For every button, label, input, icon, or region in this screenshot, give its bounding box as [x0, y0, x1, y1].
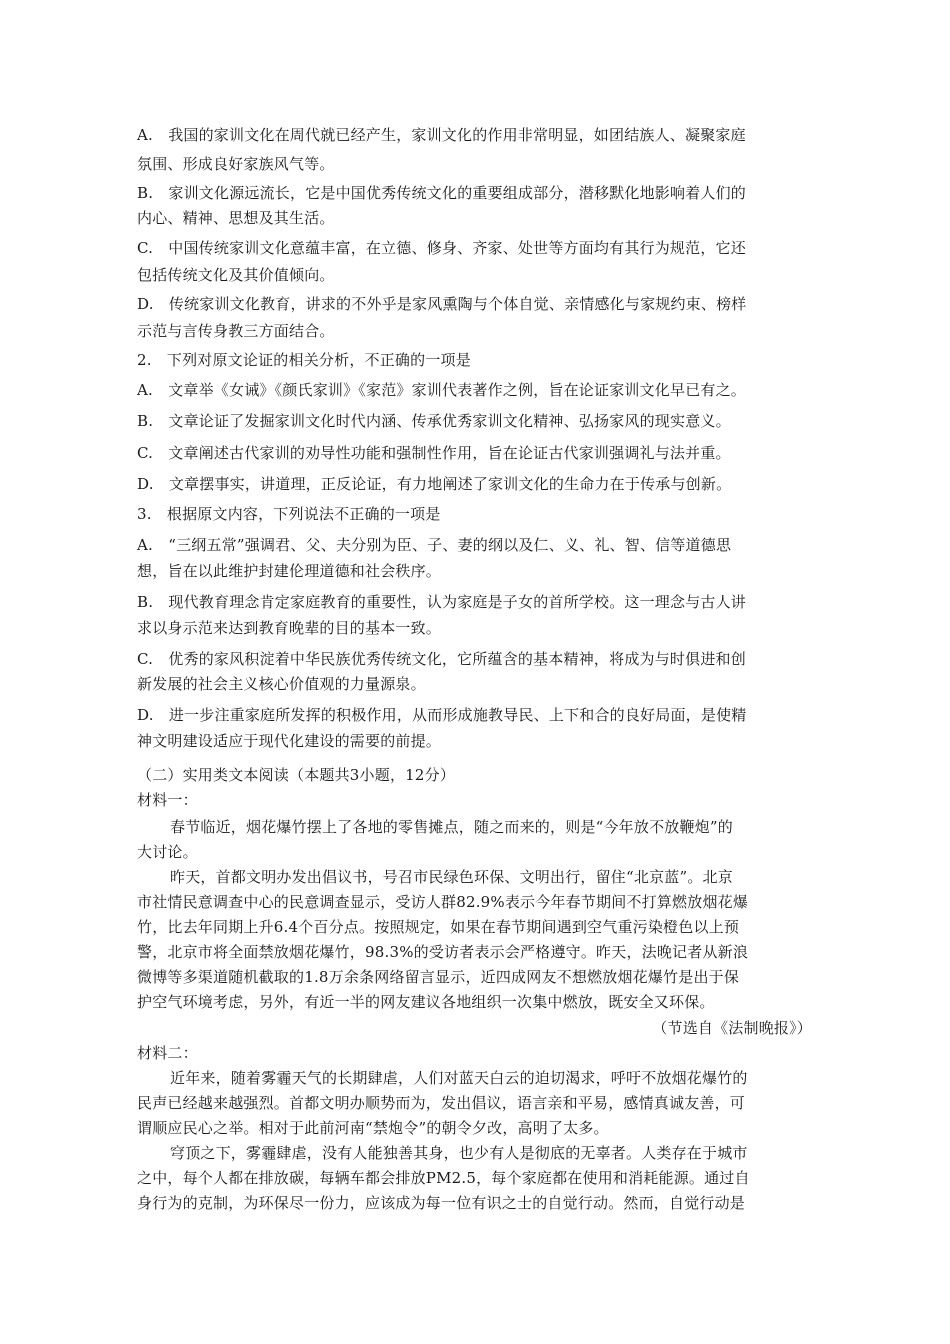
paragraph-line: 竹，比去年同期上升6.4个百分点。按照规定，如果在春节期间遇到空气重污染橙色以上预 [137, 918, 740, 936]
q3-option-b-line-2: 求以身示范来达到教育晚辈的目的基本一致。 [137, 619, 442, 637]
q2-option-c: C. 文章阐述古代家训的劝导性功能和强制性作用，旨在论证古代家训强调礼与法并重。 [137, 444, 731, 462]
option-a-line-2: 氛围、形成良好家族风气等。 [137, 155, 335, 173]
paragraph-line: 民声已经越来越强烈。首都文明办顺势而为，发出倡议，语言亲和平易，感情真诚友善，可 [137, 1094, 746, 1112]
paragraph-line: 近年来，随着雾霾天气的长期肆虐，人们对蓝天白云的迫切渴求，呼吁不放烟花爆竹的 [170, 1069, 748, 1087]
paragraph-line: 微博等多渠道随机截取的1.8万余条网络留言显示，近四成网友不想燃放烟花爆竹是出于保 [137, 968, 740, 986]
paragraph-line: 市社情民意调查中心的民意调查显示，受访人群82.9%表示今年春节期间不打算燃放烟花爆 [137, 893, 749, 911]
paragraph-line: 春节临近，烟花爆竹摆上了各地的零售摊点，随之而来的，则是“今年放不放鞭炮”的 [170, 818, 733, 836]
question-2: 2. 下列对原文论证的相关分析，不正确的一项是 [137, 351, 471, 369]
option-a-line-1: A. 我国的家训文化在周代就已经产生，家训文化的作用非常明显，如团结族人、凝聚家庭 [137, 126, 746, 144]
material-two-label: 材料二： [137, 1044, 198, 1062]
q3-option-d-line-1: D. 进一步注重家庭所发挥的积极作用，从而形成施教导民、上下和合的良好局面，是使精 [137, 706, 747, 724]
q3-option-c-line-1: C. 优秀的家风积淀着中华民族优秀传统文化，它所蕴含的基本精神，将成为与时俱进和创 [137, 650, 746, 668]
paragraph-line: 之中，每个人都在排放碳，每辆车都会排放PM2.5，每个家庭都在使用和消耗能源。通过自 [137, 1169, 750, 1187]
paragraph-line: 大讨论。 [137, 843, 198, 861]
option-d-line-1: D. 传统家训文化教育，讲求的不外乎是家风熏陶与个体自觉、亲情感化与家规约束、榜样 [137, 295, 747, 313]
material-one-label: 材料一： [137, 791, 198, 809]
paragraph-line: 穹顶之下，雾霾肆虐，没有人能独善其身，也少有人是彻底的无辜者。人类存在于城市 [170, 1144, 748, 1162]
q2-option-a: A. 文章举《女诫》《颜氏家训》《家范》家训代表著作之例，旨在论证家训文化早已有之。 [137, 381, 747, 399]
q2-option-d: D. 文章摆事实，讲道理，正反论证，有力地阐述了家训文化的生命力在于传承与创新。 [137, 475, 732, 493]
q3-option-c-line-2: 新发展的社会主义核心价值观的力量源泉。 [137, 675, 426, 693]
q2-option-b: B. 文章论证了发掘家训文化时代内涵、传承优秀家训文化精神、弘扬家风的现实意义。 [137, 412, 731, 430]
q3-option-a-line-1: A. “三纲五常”强调君、父、夫分别为臣、子、妻的纲以及仁、义、礼、智、信等道德思 [137, 536, 732, 554]
option-b-line-1: B. 家训文化源远流长，它是中国优秀传统文化的重要组成部分，潜移默化地影响着人们的 [137, 184, 746, 202]
paragraph-line: 警，北京市将全面禁放烟花爆竹，98.3%的受访者表示会严格遵守。昨天，法晚记者从新浪 [137, 943, 749, 961]
option-d-line-2: 示范与言传身教三方面结合。 [137, 322, 335, 340]
q3-option-b-line-1: B. 现代教育理念肯定家庭教育的重要性，认为家庭是子女的首所学校。这一理念与古人讲 [137, 593, 746, 611]
paragraph-line: 昨天，首都文明办发出倡议书，号召市民绿色环保、文明出行，留住“北京蓝”。北京 [170, 868, 733, 886]
paragraph-line: 身行为的克制，为环保尽一份力，应该成为每一位有识之士的自觉行动。然而，自觉行动是 [137, 1194, 746, 1212]
paragraph-line: 护空气环境考虑，另外，有近一半的网友建议各地组织一次集中燃放，既安全又环保。 [137, 993, 715, 1011]
option-c-line-2: 包括传统文化及其价值倾向。 [137, 266, 335, 284]
q3-option-a-line-2: 想，旨在以此维护封建伦理道德和社会秩序。 [137, 562, 442, 580]
option-c-line-1: C. 中国传统家训文化意蕴丰富，在立德、修身、齐家、处世等方面均有其行为规范，它还 [137, 239, 746, 257]
q3-option-d-line-2: 神文明建设适应于现代化建设的需要的前提。 [137, 732, 442, 750]
question-3: 3. 根据原文内容，下列说法不正确的一项是 [137, 505, 441, 523]
option-b-line-2: 内心、精神、思想及其生活。 [137, 209, 335, 227]
paragraph-line: 谓顺应民心之举。相对于此前河南“禁炮令”的朝令夕改，高明了太多。 [137, 1119, 609, 1137]
section-heading: （二）实用类文本阅读（本题共3小题，12分） [137, 766, 456, 784]
source-citation: （节选自《法制晚报》） [652, 1019, 812, 1037]
